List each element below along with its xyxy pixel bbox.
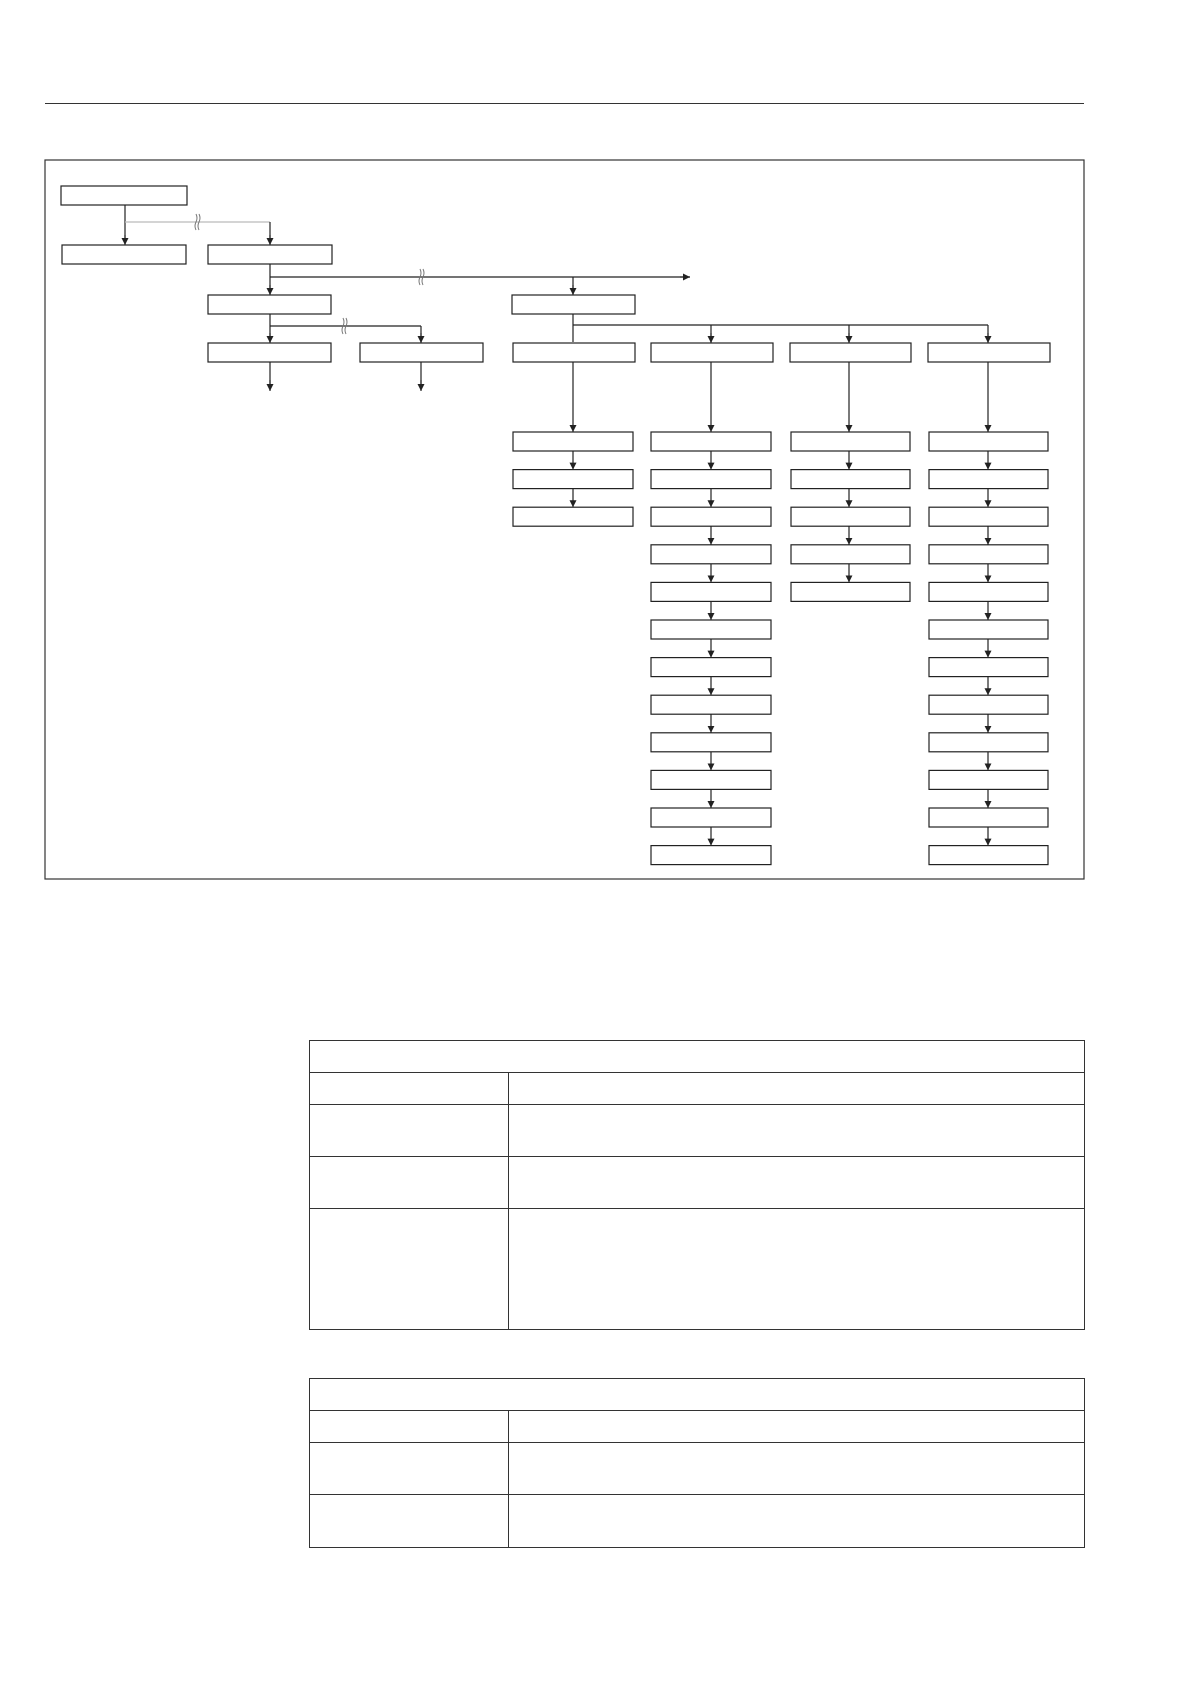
diagram-item-box	[929, 507, 1048, 526]
diagram-box-l1-left	[62, 245, 186, 264]
table-cell	[509, 1495, 1084, 1547]
table-caption	[310, 1379, 1084, 1411]
table-cell	[509, 1443, 1084, 1495]
table-cell	[509, 1157, 1084, 1209]
diagram-item-box	[791, 432, 910, 451]
diagram-item-box	[929, 733, 1048, 752]
diagram-item-box	[651, 808, 771, 827]
diagram-column-col4	[929, 362, 1048, 865]
diagram-item-box	[791, 545, 910, 564]
diagram-item-box	[791, 582, 910, 601]
diagram-item-box	[929, 658, 1048, 677]
diagram-item-box	[651, 733, 771, 752]
diagram-item-box	[651, 432, 771, 451]
table-cell	[509, 1073, 1084, 1105]
diagram-item-box	[651, 545, 771, 564]
diagram-item-box	[791, 470, 910, 489]
diagram-item-box	[929, 770, 1048, 789]
diagram-box-l1-right	[208, 245, 332, 264]
diagram-item-box	[651, 620, 771, 639]
diagram-box-group2-head	[651, 343, 773, 362]
table-cell	[509, 1209, 1084, 1329]
table-cell	[310, 1411, 509, 1443]
diagram-item-box	[513, 507, 633, 526]
diagram-item-box	[651, 470, 771, 489]
diagram-box-l2-right	[512, 295, 635, 314]
diagram-item-box	[651, 507, 771, 526]
table-cell	[310, 1157, 509, 1209]
diagram-item-box	[651, 582, 771, 601]
diagram-item-box	[929, 620, 1048, 639]
table-cell	[310, 1209, 509, 1329]
diagram-item-box	[651, 846, 771, 865]
diagram-item-box	[929, 582, 1048, 601]
diagram-item-box	[929, 695, 1048, 714]
diagram-item-box	[651, 658, 771, 677]
diagram-item-box	[929, 808, 1048, 827]
diagram-item-box	[929, 846, 1048, 865]
diagram-column-col2	[651, 362, 771, 865]
diagram-item-box	[651, 695, 771, 714]
table-cell	[509, 1411, 1084, 1443]
table-cell	[509, 1105, 1084, 1157]
table-cell	[310, 1495, 509, 1547]
table-2	[309, 1378, 1085, 1548]
diagram-box-group4-head	[928, 343, 1050, 362]
diagram-box-group3-head	[790, 343, 911, 362]
diagram-item-box	[929, 470, 1048, 489]
table-cell	[310, 1073, 509, 1105]
diagram-item-box	[513, 470, 633, 489]
diagram-item-box	[791, 507, 910, 526]
table-caption	[310, 1041, 1084, 1073]
table-1	[309, 1040, 1085, 1330]
diagram-item-box	[929, 545, 1048, 564]
diagram-box-group1-head	[513, 343, 635, 362]
diagram-box-l3-a	[208, 343, 331, 362]
diagram-item-box	[513, 432, 633, 451]
table-cell	[310, 1443, 509, 1495]
diagram-box-l2-left	[208, 295, 331, 314]
diagram-item-box	[929, 432, 1048, 451]
table-cell	[310, 1105, 509, 1157]
diagram-column-col3	[791, 362, 910, 601]
diagram-box-root	[61, 186, 187, 205]
diagram-box-l3-b	[360, 343, 483, 362]
diagram-item-box	[651, 770, 771, 789]
diagram-column-col1	[513, 362, 633, 526]
